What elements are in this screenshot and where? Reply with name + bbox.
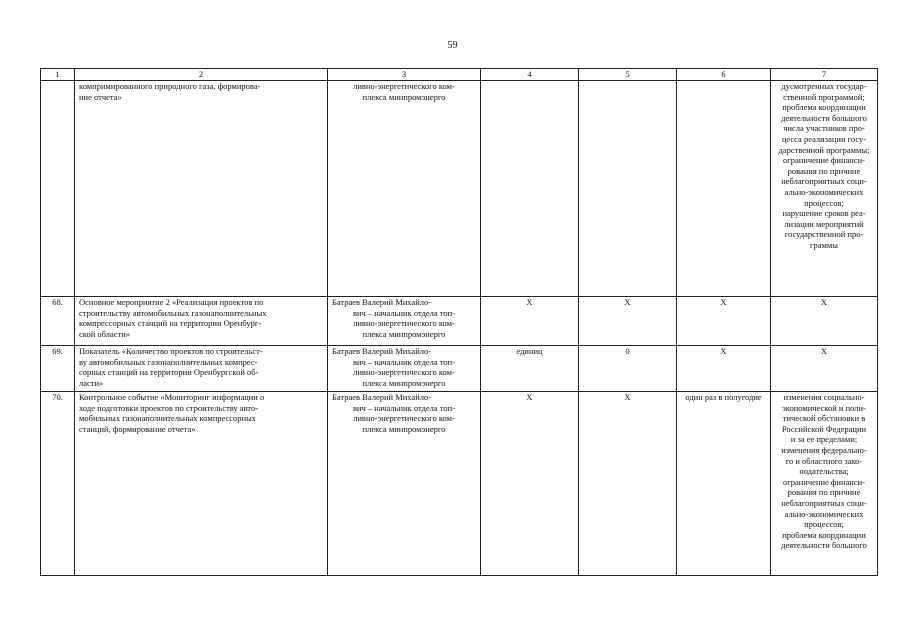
- row-title: Контрольное событие «Мониторинг информации о ходе подготовки проектов по строительству авто- мобильных газонаполнительных компрессорных станций, формирование отчета»: [75, 392, 328, 576]
- row-value: Х: [579, 392, 677, 576]
- table-row: [41, 392, 878, 576]
- column-header: 6: [677, 69, 771, 81]
- table-row: [41, 346, 878, 392]
- row-responsible: [328, 297, 481, 346]
- row-value: [579, 81, 677, 297]
- row-unit: единиц: [481, 346, 579, 392]
- row-period: один раз в полугодие: [677, 392, 771, 576]
- row-risks: дусмотренных государ- ственной программой; проблема координации деятельности большого числа участников про- цесса реализации госу- дарственной программы; ограничение финанси- рования по причине неблагоприятных соци- ально-экономических процессов; нарушение сроков реа- лизации мероприятий государственной про- граммы: [771, 81, 878, 297]
- table-row: [41, 297, 878, 346]
- row-risks: изменения социально- экономической и поли- тической обстановки в Российской Федерации и за ее пределами; изменения федерально- го и областного зако- нодательства; ограничение финанси- рования по причине неблагоприятных соци- ально-экономических процессов; проблема координации деятельности большого: [771, 392, 878, 576]
- column-header: 7: [771, 69, 878, 81]
- measures-table: [40, 68, 878, 576]
- row-number: 70.: [41, 392, 75, 576]
- row-period: [677, 81, 771, 297]
- column-header: 4: [481, 69, 579, 81]
- row-value: Х: [579, 297, 677, 346]
- responsible-name: Батраев Валерий Михайло-: [332, 346, 432, 356]
- responsible-name: Батраев Валерий Михайло-: [332, 392, 432, 402]
- row-title: Показатель «Количество проектов по строительст- ву автомобильных газонаполнительных компрес- сорных станций на территории Оренбургской об- ласти»: [75, 346, 328, 392]
- responsible-position: вич – начальник отдела топ- ливно-энергетического ком- плекса минпромэнерго: [352, 402, 456, 434]
- row-risks: Х: [771, 297, 878, 346]
- row-risks: Х: [771, 346, 878, 392]
- responsible-position: вич – начальник отдела топ- ливно-энергетического ком- плекса минпромэнерго: [352, 307, 456, 339]
- row-unit: Х: [481, 297, 579, 346]
- row-value: 0: [579, 346, 677, 392]
- row-unit: Х: [481, 392, 579, 576]
- column-header: 1: [41, 69, 75, 81]
- column-number-row: [41, 69, 878, 81]
- table-row: [41, 81, 878, 297]
- row-responsible: ливно-энергетического ком- плекса минпромэнерго: [328, 81, 481, 297]
- column-header: 3: [328, 69, 481, 81]
- row-number: [41, 81, 75, 297]
- row-number: 68.: [41, 297, 75, 346]
- page-number: 59: [447, 40, 458, 51]
- row-title: Основное мероприятие 2 «Реализация проектов по строительству автомобильных газонаполнительных компрессорных станций на территории Оренбург- ской области»: [75, 297, 328, 346]
- column-header: 5: [579, 69, 677, 81]
- responsible-name: Батраев Валерий Михайло-: [332, 297, 432, 307]
- row-unit: [481, 81, 579, 297]
- row-title: компримированного природного газа, формирова- ние отчета»: [75, 81, 328, 297]
- row-period: Х: [677, 297, 771, 346]
- row-period: Х: [677, 346, 771, 392]
- row-responsible: [328, 346, 481, 392]
- column-header: 2: [75, 69, 328, 81]
- row-number: 69.: [41, 346, 75, 392]
- responsible-position: вич – начальник отдела топ- ливно-энергетического ком- плекса минпромэнерго: [352, 356, 456, 388]
- row-responsible: [328, 392, 481, 576]
